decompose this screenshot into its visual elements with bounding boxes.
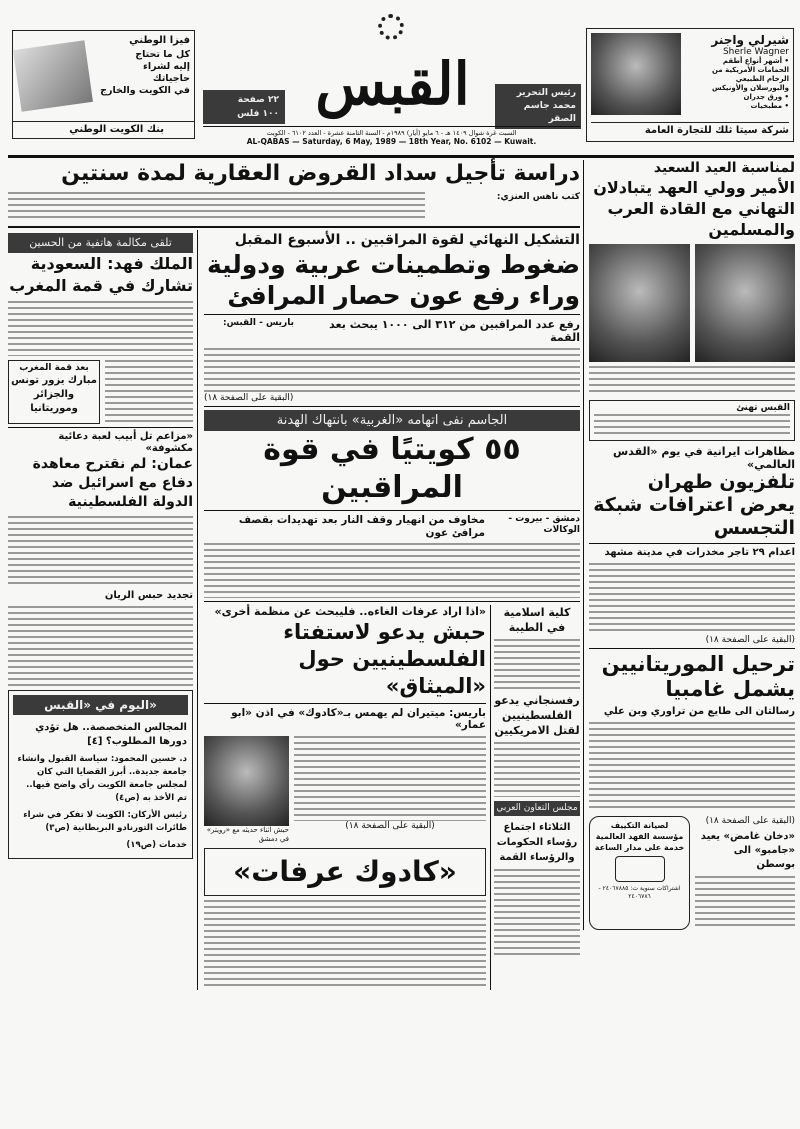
page-count: ٢٢ صفحة [237, 95, 279, 105]
today-item[interactable]: د. حسين المحمود: سياسة القبول وانشاء جامعة جديدة.. أبرز القضايا التي كان لمجلس جامعة الكويت رأي واضح فيها.. تم الأخذ به (ص٤) [17, 754, 187, 803]
ad-sherle-wagner [586, 28, 794, 142]
rayyan-headline: تجديد حبس الريان [104, 590, 193, 601]
habash-headline: حبش يدعو لاستفتاء الفلسطينيين حول «الميثاق» [283, 619, 486, 698]
habash-photo [204, 736, 289, 826]
brand-arabic: شيرلي واجنر [711, 33, 789, 47]
kuwaitis-headline: ٥٥ كويتيًا في قوة المراقبين [263, 432, 521, 506]
amman-headline: عمان: لم نقترح معاهدة دفاع مع اسرائيل ضد الدولة الفلسطينية [32, 456, 193, 510]
article-body-text [8, 192, 425, 222]
iran-headline: تلفزيون طهران يعرض اعترافات شبكة التجسس [593, 470, 795, 539]
article-body-text [494, 869, 580, 959]
caduc-headline: «كادوك عرفات» [204, 848, 486, 896]
ad-line: الحمامات الأمريكية من [712, 66, 789, 75]
date-line-english: AL-QABAS — Saturday, 6 May, 1989 — 18th Year, No. 6102 — Kuwait. [246, 137, 537, 146]
ad-company: شركة سيتا ثلك للتجارة العامة [591, 122, 789, 137]
pages-price-box [203, 90, 285, 124]
kuwaitis-dateline: دمشق - بيروت - الوكالات [508, 514, 580, 535]
main-area [8, 160, 580, 990]
crown-prince-photo [589, 244, 690, 362]
council-headline: الثلاثاء اجتماع رؤساء الحكومات والرؤساء القمة [496, 822, 578, 864]
habash-subhead: باريس: ميتيران لم يهمس بـ«كادوك» في اذن «ابو عمار» [231, 706, 486, 732]
today-title: اليوم في «القبس» [13, 695, 188, 715]
emir-photo [695, 244, 796, 362]
mubarak-kicker: بعد قمة المغرب [19, 363, 89, 373]
brand-english: Sherle Wagner [722, 47, 789, 58]
article-body-text [204, 348, 580, 393]
continued-note: (البقية على الصفحة ١٨) [705, 634, 795, 645]
article-body-text [8, 606, 193, 686]
lead-headline: دراسة تأجيل سداد القروض العقارية لمدة سنتين [61, 161, 580, 186]
ad-photo [591, 33, 681, 115]
date-line-arabic: السبت غرة شوال ١٤٠٩ هـ - ٦ مايو (أيار) ١٩٨٩م - السنة الثامنة عشرة - العدد ٦١٠٢ - الكويت [266, 129, 517, 137]
fahd-banner: تلقى مكالمة هاتفية من الحسين [8, 233, 193, 253]
logo-emblem-icon [378, 14, 404, 40]
editor-box [495, 84, 581, 129]
article-body-text [204, 900, 486, 990]
newspaper-logo: القبس [315, 50, 470, 118]
continued-note: (البقية على الصفحة ١٨) [705, 815, 795, 826]
editor-name: محمد جاسم الصقر [523, 101, 576, 124]
ad-line: • أشهر أنواع أطقم [722, 57, 789, 66]
article-body-text [494, 742, 580, 797]
van-icon [615, 856, 665, 882]
ad-line: مؤسسة الفهد العالمية [595, 831, 684, 841]
ad-line: • ورق جدران [743, 93, 789, 102]
continued-note: (البقية على الصفحة ١٨) [204, 393, 294, 404]
ad-line: حاجياتك [152, 73, 190, 84]
lebanon-kicker: التشكيل النهائي لقوة المراقبين .. الأسبوع المقبل [234, 232, 580, 248]
byline: كتب ناهس العنزي: [496, 192, 580, 202]
amman-kicker: «مزاعم تل أبيب لعبة دعائية مكشوفة» [58, 431, 193, 454]
price: ١٠٠ فلس [237, 109, 279, 119]
article-body-text [294, 736, 486, 821]
credit-card-image [13, 40, 93, 111]
today-in-qabas-box [8, 690, 193, 859]
ad-visa-alwatani [12, 30, 195, 139]
lebanon-headline: ضغوط وتطمينات عربية ودولية وراء رفع عون حصار المرافئ [206, 249, 580, 310]
lebanon-subhead: رفع عدد المراقبين من ٣١٢ الى ١٠٠٠ يبحث بعد القمة [329, 317, 580, 344]
ad-line: • مطبخيات [750, 102, 789, 111]
article-body-text [695, 876, 795, 930]
left-column [8, 230, 198, 990]
today-item[interactable]: خدمات (ص١٩) [126, 840, 187, 850]
article-body-text [494, 639, 580, 689]
greeting-box-title: القبس تهنئ [736, 402, 790, 413]
ad-phones: اشتراكات سنوية ت: ٢٤٠٦٧٨٨٥ - ٢٤٠٦٧٨٦ [598, 884, 681, 900]
article-body-text [8, 301, 193, 356]
ad-line: والبورسلان والأونيكس [711, 84, 789, 93]
ad-line: خدمة على مدار الساعة [594, 842, 685, 852]
habash-kicker: «اذا اراد عرفات الغاءه.. فليبحث عن منظمة أخرى» [214, 605, 486, 619]
council-banner: مجلس التعاون العربي [494, 801, 580, 816]
mubarak-headline: مبارك يزور تونس والجزائر وموريتانيا [11, 374, 97, 414]
today-feature[interactable]: المجالس المتخصصة.. هل تؤدي دورها المطلوب؟ [٤] [35, 722, 187, 747]
ad-air-conditioning [589, 816, 690, 930]
emir-kicker: لمناسبة العيد السعيد [653, 160, 795, 176]
ad-line: في الكويت والخارج [100, 85, 190, 96]
article-body-text [204, 543, 580, 598]
iran-subhead: اعدام ٢٩ تاجر مخدرات في مدينة مشهد [604, 546, 795, 558]
mauritania-headline: ترحيل الموريتانيين يشمل غامبيا [601, 651, 795, 701]
kuwaitis-banner: الجاسم نفى اتهامه «الغربية» بانتهاك الهدنة [204, 410, 580, 431]
center-column [198, 230, 580, 990]
plane-headline: «دخان غامض» يعيد «جامبو» الى بوسطن [700, 830, 795, 870]
right-column [583, 160, 795, 930]
kuwaitis-subhead: مخاوف من انهيار وقف النار بعد تهديدات بقصف مرافئ عون [238, 514, 485, 539]
rafsanjani-headline: رفسنجاني يدعو الفلسطينيين لقتل الامريكيين [494, 694, 580, 738]
article-body-text [589, 563, 795, 635]
greeting-box [589, 400, 795, 441]
photo-caption: حبش اثناء حديثه مع «رويتر» في دمشق [206, 825, 289, 843]
mauritania-subhead: رسالتان الى طايع من تراوري وبن علي [603, 705, 795, 717]
article-body-text [589, 722, 795, 812]
ad-title: فيزا الوطني [129, 35, 190, 46]
continued-note: (البقية على الصفحة ١٨) [345, 820, 435, 831]
today-item[interactable]: رئيس الأركان: الكويت لا تفكر في شراء طائرات التورنادو البريطانية (ص٣) [23, 810, 187, 833]
ad-line: لصيانة التكييف [610, 820, 669, 830]
article-body-text [589, 366, 795, 396]
iran-kicker: مظاهرات ايرانية في يوم «القدس العالمي» [613, 444, 795, 471]
ad-line: إليه لشراء [142, 61, 190, 72]
mubarak-box [8, 360, 100, 424]
article-body-text [105, 360, 193, 424]
article-body-text [8, 516, 193, 586]
fahd-headline: الملك فهد: السعودية تشارك في قمة المغرب [9, 254, 193, 295]
ad-line: الرخام الطبيعي [735, 75, 789, 84]
editor-label: رئيس التحرير [516, 88, 576, 98]
emir-headline: الأمير وولي العهد يتبادلان التهاني مع القادة العرب والمسلمين [593, 177, 795, 239]
ad-line: كل ما تحتاج [135, 49, 190, 60]
taiba-headline: كلية اسلامية في الطيبة [503, 606, 571, 635]
bank-name: بنك الكويت الوطني [12, 122, 195, 139]
lebanon-dateline: باريس - القبس: [223, 317, 294, 328]
